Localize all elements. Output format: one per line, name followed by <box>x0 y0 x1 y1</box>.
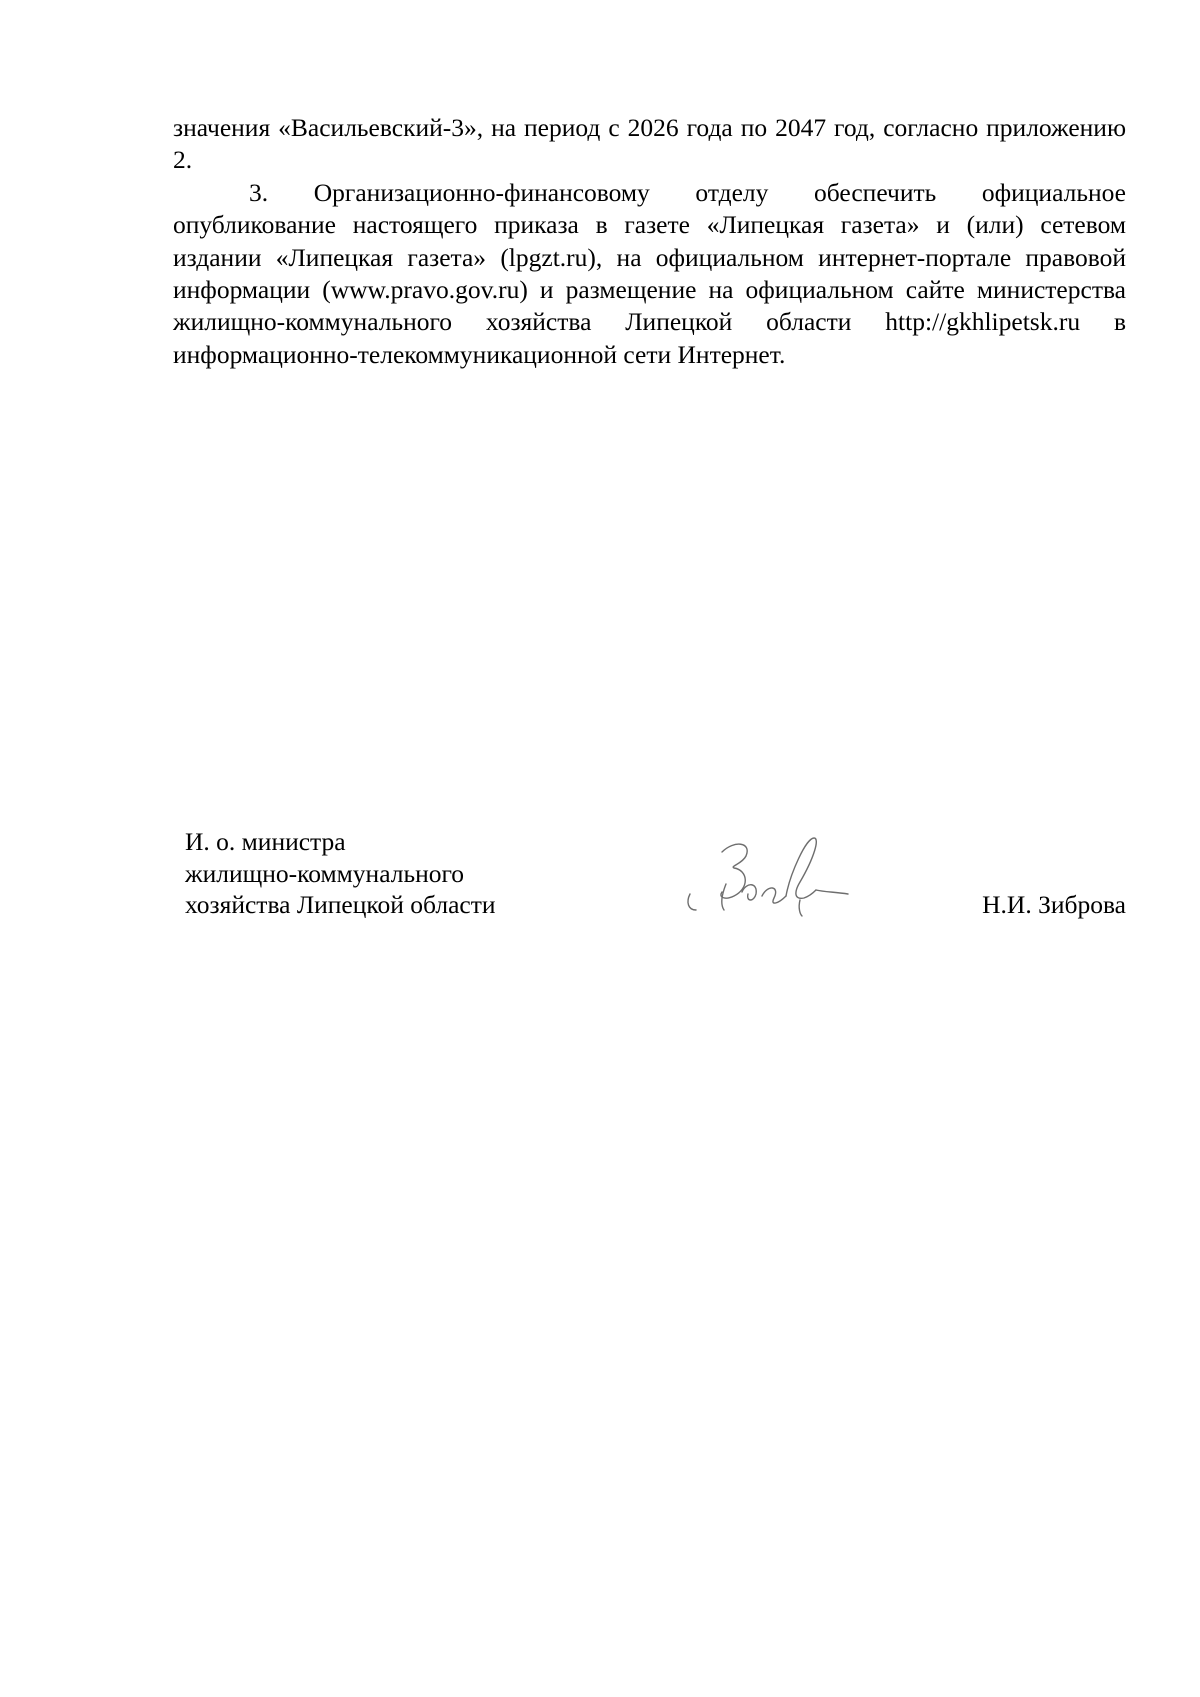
paragraph-continuation: значения «Васильевский-3», на период с 2026 года по 2047 год, согласно приложению 2. <box>173 113 1126 175</box>
signer-position-line: хозяйства Липецкой области <box>185 890 496 919</box>
signer-name: Н.И. Зиброва <box>982 890 1126 919</box>
paragraph-item-3: 3. Организационно-финансовому отделу обеспечить официальное опубликование настоящего приказа в газете «Липецкая газета» и (или) сетевом издании «Липецкая газета» (lpgzt.ru), на официальном интернет-портале правовой информации (www.pravo.gov.ru) и размещение на официальном сайте министерства жилищно-коммунального хозяйства Липецкой области http://gkhlipetsk.ru в информационно-телекоммуникационной сети Интернет. <box>173 177 1126 369</box>
signer-position-line: И. о. министра <box>185 827 346 856</box>
signer-position-line: жилищно-коммунального <box>185 858 465 888</box>
signature-block <box>185 826 1126 936</box>
document-body <box>173 112 1126 371</box>
handwritten-signature <box>682 830 852 930</box>
signer-position <box>185 826 496 921</box>
